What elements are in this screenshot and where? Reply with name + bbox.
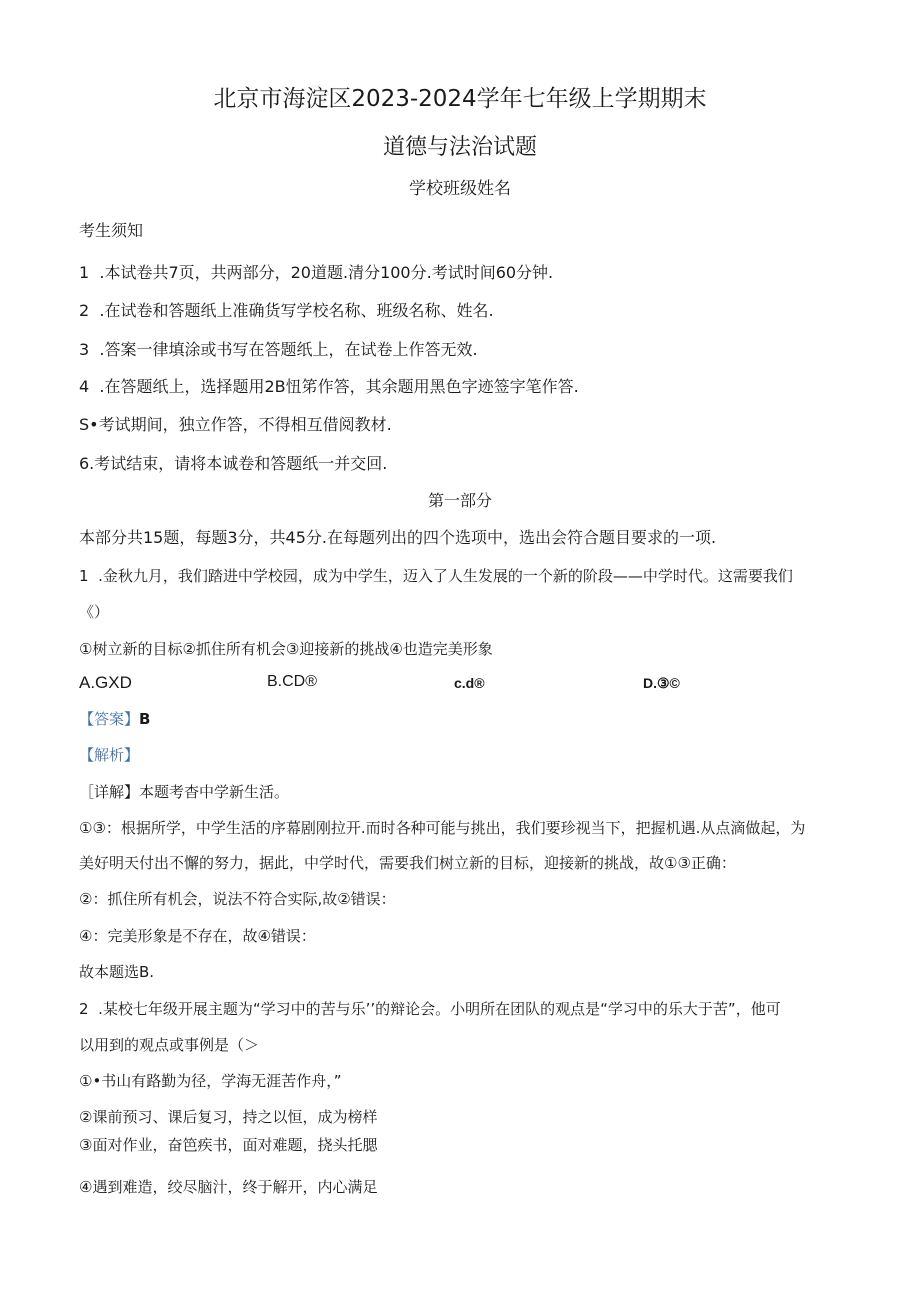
part1-intro: 本部分共15题，每题3分，共45分.在每题列出的四个选项中，选出会符合题目要求的一项.	[79, 528, 717, 547]
analysis-tag: 【解析】	[79, 746, 140, 764]
q1-explanation-3: ②：抓住所有机会，说法不符合实际,故②错误：	[79, 890, 396, 908]
student-info-line: 学校班级姓名	[409, 179, 511, 199]
notice-item-2: 2 .在试卷和答题纸上准确货写学校名称、班级名称、姓名.	[79, 301, 494, 320]
q1-explanation-2: 美好明天付出不懈的努力，据此，中学时代，需要我们树立新的目标，迎接新的挑战，故①③正确：	[79, 854, 736, 872]
q1-option-a: A.GXD	[79, 673, 132, 692]
q1-option-b: B.CD®	[267, 673, 318, 690]
notice-item-5: S•考试期间，独立作答，不得相互借阅教材.	[79, 415, 392, 434]
notice-item-3: 3 .答案一律填涂或书写在答题纸上，在试卷上作答无效.	[79, 340, 478, 359]
q1-option-d: D.③©	[643, 675, 680, 691]
exam-subtitle: 道德与法治试题	[382, 135, 537, 160]
q2-stem-line2: 以用到的观点或事例是（＞	[79, 1036, 260, 1054]
exam-title: 北京市海淀区2023-2024学年七年级上学期期末	[213, 86, 707, 112]
q1-explanation-4: ④：完美形象是不存在，故④错误：	[79, 927, 316, 945]
q2-statement-3: ③面对作业，奋笆疾书，面对难题，挠头托腮	[79, 1136, 378, 1154]
part1-heading: 第一部分	[427, 491, 492, 510]
q1-answer	[79, 708, 150, 729]
q1-statements: ①树立新的目标②抓住所有机会③迎接新的挑战④也造完美形象	[79, 640, 493, 658]
q2-statement-1: ①•书山有路勤为径，学海无涯苦作舟，”	[79, 1072, 342, 1090]
notice-item-1: 1 .本试卷共7页，共两部分，20道题.清分100分.考试时间60分钟.	[79, 263, 554, 282]
notice-item-4: 4 .在答题纸上，选择题用2B忸笫作答，其余题用黑色字迹签字笔作答.	[79, 377, 579, 396]
q2-statement-2: ②课前预习、课后复习，持之以恒，成为榜样	[79, 1108, 378, 1126]
q1-stem-line1: 1 .金秋九月，我们踏进中学校园，成为中学生，迈入了人生发展的一个新的阶段——中学时代。这需要我们	[79, 567, 793, 585]
notice-heading: 考生须知	[79, 221, 144, 240]
q1-conclusion: 故本题选B.	[79, 963, 155, 981]
q1-stem-line2: 《）	[79, 603, 110, 621]
answer-value: B	[139, 710, 151, 728]
q1-detail: ［详解】本题考杳中学新生活。	[79, 783, 290, 801]
notice-item-6: 6.考试结束，请将本诚卷和答题纸一并交回.	[79, 454, 388, 473]
q2-statement-4: ④遇到难造，绞尽脑汁，终于解开，内心满足	[79, 1178, 378, 1196]
q1-option-c: c.d®	[454, 675, 485, 691]
q2-stem-line1: 2 .某校七年级开展主题为“学习中的苦与乐’’的辩论会。小明所在团队的观点是“学习中的乐大于苦”，他可	[79, 1000, 781, 1018]
answer-tag: 【答案】	[79, 710, 140, 728]
q1-explanation-1: ①③：根据所学，中学生活的序幕剧刚拉开.而时各种可能与挑出，我们要珍视当下，把握机遇.从点滴做起，为	[79, 819, 806, 837]
